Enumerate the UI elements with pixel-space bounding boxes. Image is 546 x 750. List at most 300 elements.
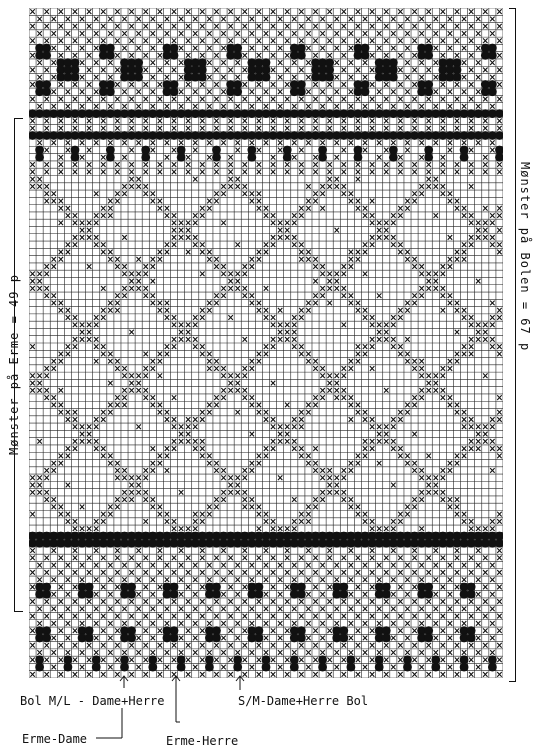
cross-stitch bbox=[335, 279, 339, 284]
filled-stitch bbox=[85, 634, 94, 643]
cross-stitch bbox=[80, 505, 84, 510]
cross-stitch bbox=[172, 657, 176, 662]
cross-stitch bbox=[165, 213, 169, 218]
cross-stitch bbox=[158, 38, 162, 43]
cross-stitch bbox=[235, 606, 239, 611]
cross-stitch bbox=[434, 89, 438, 94]
cross-stitch bbox=[193, 148, 197, 153]
cross-stitch bbox=[313, 672, 317, 677]
cross-stitch bbox=[497, 599, 501, 604]
cross-stitch bbox=[250, 17, 254, 22]
cross-stitch bbox=[87, 555, 91, 560]
cross-stitch bbox=[108, 592, 112, 597]
cross-stitch bbox=[469, 352, 473, 357]
cross-stitch bbox=[264, 563, 268, 568]
cross-stitch bbox=[193, 424, 197, 429]
cross-stitch bbox=[271, 220, 275, 225]
cross-stitch bbox=[44, 657, 48, 662]
cross-stitch bbox=[115, 191, 119, 196]
cross-stitch bbox=[285, 424, 289, 429]
cross-stitch bbox=[257, 308, 261, 313]
cross-stitch bbox=[285, 657, 289, 662]
cross-stitch bbox=[207, 301, 211, 306]
cross-stitch bbox=[108, 563, 112, 568]
cross-stitch bbox=[476, 446, 480, 451]
filled-stitch bbox=[212, 634, 221, 643]
cross-stitch bbox=[490, 213, 494, 218]
cross-stitch bbox=[228, 68, 232, 73]
cross-stitch bbox=[384, 330, 388, 335]
cross-stitch bbox=[391, 46, 395, 51]
cross-stitch bbox=[228, 585, 232, 590]
cross-stitch bbox=[243, 38, 247, 43]
cross-stitch bbox=[335, 177, 339, 182]
cross-stitch bbox=[200, 213, 204, 218]
cross-stitch bbox=[299, 454, 303, 459]
cross-stitch bbox=[129, 555, 133, 560]
cross-stitch bbox=[129, 279, 133, 284]
cross-stitch bbox=[313, 170, 317, 175]
cross-stitch bbox=[292, 606, 296, 611]
cross-stitch bbox=[462, 206, 466, 211]
cross-stitch bbox=[87, 235, 91, 240]
cross-stitch bbox=[490, 650, 494, 655]
cross-stitch bbox=[80, 432, 84, 437]
cross-stitch bbox=[44, 24, 48, 29]
cross-stitch bbox=[87, 614, 91, 619]
cross-stitch bbox=[391, 417, 395, 422]
cross-stitch bbox=[94, 636, 98, 641]
cross-stitch bbox=[59, 403, 63, 408]
cross-stitch bbox=[391, 31, 395, 36]
cross-stitch bbox=[384, 424, 388, 429]
cross-stitch bbox=[151, 75, 155, 80]
cross-stitch bbox=[271, 672, 275, 677]
cross-stitch bbox=[66, 417, 70, 422]
cross-stitch bbox=[122, 271, 126, 276]
cross-stitch bbox=[37, 388, 41, 393]
cross-stitch bbox=[327, 53, 331, 58]
cross-stitch bbox=[66, 17, 70, 22]
cross-stitch bbox=[200, 439, 204, 444]
cross-stitch bbox=[405, 337, 409, 342]
cross-stitch bbox=[412, 403, 416, 408]
cross-stitch bbox=[313, 38, 317, 43]
cross-stitch bbox=[122, 563, 126, 568]
cross-stitch bbox=[441, 388, 445, 393]
cross-stitch bbox=[342, 184, 346, 189]
filled-stitch bbox=[205, 663, 214, 672]
cross-stitch bbox=[108, 206, 112, 211]
cross-stitch bbox=[94, 650, 98, 655]
cross-stitch bbox=[221, 395, 225, 400]
cross-stitch bbox=[207, 512, 211, 517]
cross-stitch bbox=[66, 250, 70, 255]
cross-stitch bbox=[73, 570, 77, 575]
cross-stitch bbox=[37, 650, 41, 655]
cross-stitch bbox=[292, 497, 296, 502]
cross-stitch bbox=[221, 577, 225, 582]
cross-stitch bbox=[122, 366, 126, 371]
cross-stitch bbox=[476, 75, 480, 80]
cross-stitch bbox=[264, 548, 268, 553]
cross-stitch bbox=[349, 548, 353, 553]
cross-stitch bbox=[186, 9, 190, 14]
cross-stitch bbox=[426, 24, 430, 29]
cross-stitch bbox=[115, 585, 119, 590]
cross-stitch bbox=[228, 599, 232, 604]
cross-stitch bbox=[384, 97, 388, 102]
cross-stitch bbox=[66, 636, 70, 641]
cross-stitch bbox=[370, 170, 374, 175]
cross-stitch bbox=[370, 657, 374, 662]
cross-stitch bbox=[469, 242, 473, 247]
cross-stitch bbox=[271, 155, 275, 160]
cross-stitch bbox=[221, 548, 225, 553]
cross-stitch bbox=[285, 235, 289, 240]
cross-stitch bbox=[370, 97, 374, 102]
cross-stitch bbox=[384, 388, 388, 393]
cross-stitch bbox=[243, 366, 247, 371]
cross-stitch bbox=[136, 286, 140, 291]
cross-stitch bbox=[419, 388, 423, 393]
cross-stitch bbox=[37, 381, 41, 386]
cross-stitch bbox=[115, 628, 119, 633]
cross-stitch bbox=[335, 373, 339, 378]
cross-stitch bbox=[158, 585, 162, 590]
cross-stitch bbox=[377, 439, 381, 444]
cross-stitch bbox=[30, 119, 34, 124]
cross-stitch bbox=[193, 577, 197, 582]
cross-stitch bbox=[172, 119, 176, 124]
cross-stitch bbox=[349, 359, 353, 364]
cross-stitch bbox=[271, 628, 275, 633]
cross-stitch bbox=[165, 563, 169, 568]
cross-stitch bbox=[158, 170, 162, 175]
cross-stitch bbox=[101, 454, 105, 459]
cross-stitch bbox=[257, 657, 261, 662]
filled-stitch bbox=[106, 87, 115, 96]
cross-stitch bbox=[200, 446, 204, 451]
cross-stitch bbox=[356, 177, 360, 182]
cross-stitch bbox=[363, 344, 367, 349]
cross-stitch bbox=[469, 657, 473, 662]
cross-stitch bbox=[59, 199, 63, 204]
cross-stitch bbox=[73, 344, 77, 349]
cross-stitch bbox=[349, 650, 353, 655]
cross-stitch bbox=[115, 257, 119, 262]
cross-stitch bbox=[115, 570, 119, 575]
cross-stitch bbox=[59, 38, 63, 43]
cross-stitch bbox=[66, 89, 70, 94]
cross-stitch bbox=[158, 301, 162, 306]
filled-stitch bbox=[255, 590, 264, 599]
cross-stitch bbox=[448, 403, 452, 408]
cross-stitch bbox=[335, 60, 339, 65]
cross-stitch bbox=[434, 104, 438, 109]
cross-stitch bbox=[37, 577, 41, 582]
cross-stitch bbox=[207, 454, 211, 459]
cross-stitch bbox=[469, 526, 473, 531]
filled-stitch bbox=[255, 634, 264, 643]
cross-stitch bbox=[363, 606, 367, 611]
cross-stitch bbox=[285, 228, 289, 233]
cross-stitch bbox=[313, 446, 317, 451]
cross-stitch bbox=[370, 38, 374, 43]
cross-stitch bbox=[490, 17, 494, 22]
cross-stitch bbox=[66, 446, 70, 451]
cross-stitch bbox=[426, 9, 430, 14]
cross-stitch bbox=[151, 359, 155, 364]
cross-stitch bbox=[94, 31, 98, 36]
cross-stitch bbox=[94, 424, 98, 429]
cross-stitch bbox=[490, 592, 494, 597]
cross-stitch bbox=[221, 621, 225, 626]
cross-stitch bbox=[490, 60, 494, 65]
cross-stitch bbox=[278, 650, 282, 655]
cross-stitch bbox=[462, 563, 466, 568]
cross-stitch bbox=[299, 643, 303, 648]
cross-stitch bbox=[370, 599, 374, 604]
cross-stitch bbox=[73, 548, 77, 553]
cross-stitch bbox=[398, 585, 402, 590]
cross-stitch bbox=[320, 104, 324, 109]
cross-stitch bbox=[434, 636, 438, 641]
label-bol-ml: Bol M/L - Dame+Herre bbox=[20, 694, 165, 708]
cross-stitch bbox=[193, 636, 197, 641]
cross-stitch bbox=[455, 126, 459, 131]
cross-stitch bbox=[448, 366, 452, 371]
cross-stitch bbox=[356, 162, 360, 167]
cross-stitch bbox=[80, 31, 84, 36]
cross-stitch bbox=[30, 126, 34, 131]
cross-stitch bbox=[426, 68, 430, 73]
cross-stitch bbox=[193, 606, 197, 611]
cross-stitch bbox=[73, 170, 77, 175]
cross-stitch bbox=[292, 17, 296, 22]
cross-stitch bbox=[448, 293, 452, 298]
cross-stitch bbox=[441, 184, 445, 189]
cross-stitch bbox=[172, 446, 176, 451]
cross-stitch bbox=[320, 31, 324, 36]
cross-stitch bbox=[313, 97, 317, 102]
cross-stitch bbox=[327, 628, 331, 633]
cross-stitch bbox=[426, 38, 430, 43]
cross-stitch bbox=[214, 119, 218, 124]
cross-stitch bbox=[228, 279, 232, 284]
cross-stitch bbox=[264, 242, 268, 247]
cross-stitch bbox=[349, 75, 353, 80]
cross-stitch bbox=[497, 126, 501, 131]
cross-stitch bbox=[363, 250, 367, 255]
cross-stitch bbox=[469, 643, 473, 648]
cross-stitch bbox=[172, 439, 176, 444]
cross-stitch bbox=[165, 606, 169, 611]
cross-stitch bbox=[370, 126, 374, 131]
cross-stitch bbox=[278, 592, 282, 597]
cross-stitch bbox=[44, 570, 48, 575]
cross-stitch bbox=[370, 643, 374, 648]
cross-stitch bbox=[52, 461, 56, 466]
cross-stitch bbox=[285, 24, 289, 29]
cross-stitch bbox=[165, 446, 169, 451]
cross-stitch bbox=[391, 140, 395, 145]
cross-stitch bbox=[59, 512, 63, 517]
cross-stitch bbox=[243, 24, 247, 29]
cross-stitch bbox=[115, 126, 119, 131]
cross-stitch bbox=[335, 155, 339, 160]
cross-stitch bbox=[419, 271, 423, 276]
cross-stitch bbox=[349, 592, 353, 597]
cross-stitch bbox=[115, 301, 119, 306]
cross-stitch bbox=[327, 570, 331, 575]
cross-stitch bbox=[441, 555, 445, 560]
cross-stitch bbox=[30, 184, 34, 189]
cross-stitch bbox=[151, 17, 155, 22]
cross-stitch bbox=[356, 628, 360, 633]
cross-stitch bbox=[448, 505, 452, 510]
cross-stitch bbox=[335, 388, 339, 393]
cross-stitch bbox=[469, 344, 473, 349]
cross-stitch bbox=[143, 271, 147, 276]
cross-stitch bbox=[101, 170, 105, 175]
cross-stitch bbox=[228, 155, 232, 160]
cross-stitch bbox=[349, 606, 353, 611]
cross-stitch bbox=[30, 657, 34, 662]
cross-stitch bbox=[257, 191, 261, 196]
filled-stitch bbox=[467, 590, 476, 599]
cross-stitch bbox=[73, 614, 77, 619]
cross-stitch bbox=[151, 140, 155, 145]
cross-stitch bbox=[398, 410, 402, 415]
cross-stitch bbox=[200, 170, 204, 175]
cross-stitch bbox=[122, 293, 126, 298]
cross-stitch bbox=[434, 271, 438, 276]
cross-stitch bbox=[172, 395, 176, 400]
cross-stitch bbox=[384, 9, 388, 14]
cross-stitch bbox=[250, 432, 254, 437]
cross-stitch bbox=[44, 38, 48, 43]
cross-stitch bbox=[377, 220, 381, 225]
cross-stitch bbox=[207, 155, 211, 160]
cross-stitch bbox=[455, 119, 459, 124]
cross-stitch bbox=[434, 388, 438, 393]
cross-stitch bbox=[151, 104, 155, 109]
cross-stitch bbox=[306, 403, 310, 408]
cross-stitch bbox=[115, 599, 119, 604]
cross-stitch bbox=[490, 315, 494, 320]
cross-stitch bbox=[271, 9, 275, 14]
cross-stitch bbox=[419, 395, 423, 400]
cross-stitch bbox=[221, 388, 225, 393]
cross-stitch bbox=[122, 89, 126, 94]
cross-stitch bbox=[59, 250, 63, 255]
cross-stitch bbox=[66, 621, 70, 626]
cross-stitch bbox=[37, 17, 41, 22]
cross-stitch bbox=[30, 177, 34, 182]
cross-stitch bbox=[363, 242, 367, 247]
cross-stitch bbox=[243, 337, 247, 342]
cross-stitch bbox=[115, 119, 119, 124]
cross-stitch bbox=[59, 388, 63, 393]
cross-stitch bbox=[235, 242, 239, 247]
cross-stitch bbox=[172, 9, 176, 14]
cross-stitch bbox=[327, 301, 331, 306]
cross-stitch bbox=[335, 271, 339, 276]
cross-stitch bbox=[405, 621, 409, 626]
cross-stitch bbox=[320, 140, 324, 145]
cross-stitch bbox=[490, 621, 494, 626]
cross-stitch bbox=[207, 17, 211, 22]
cross-stitch bbox=[370, 424, 374, 429]
cross-stitch bbox=[165, 301, 169, 306]
cross-stitch bbox=[490, 519, 494, 524]
cross-stitch bbox=[299, 352, 303, 357]
cross-stitch bbox=[412, 9, 416, 14]
cross-stitch bbox=[483, 162, 487, 167]
cross-stitch bbox=[143, 352, 147, 357]
cross-stitch bbox=[151, 366, 155, 371]
cross-stitch bbox=[441, 570, 445, 575]
cross-stitch bbox=[108, 352, 112, 357]
cross-stitch bbox=[257, 38, 261, 43]
cross-stitch bbox=[243, 184, 247, 189]
cross-stitch bbox=[136, 46, 140, 51]
cross-stitch bbox=[285, 322, 289, 327]
cross-stitch bbox=[299, 119, 303, 124]
cross-stitch bbox=[122, 140, 126, 145]
filled-stitch bbox=[212, 153, 221, 162]
cross-stitch bbox=[52, 257, 56, 262]
cross-stitch bbox=[221, 46, 225, 51]
cross-stitch bbox=[257, 53, 261, 58]
cross-stitch bbox=[384, 170, 388, 175]
cross-stitch bbox=[151, 606, 155, 611]
cross-stitch bbox=[419, 497, 423, 502]
cross-stitch bbox=[94, 213, 98, 218]
cross-stitch bbox=[356, 505, 360, 510]
cross-stitch bbox=[285, 548, 289, 553]
cross-stitch bbox=[455, 512, 459, 517]
cross-stitch bbox=[73, 213, 77, 218]
cross-stitch bbox=[483, 68, 487, 73]
cross-stitch bbox=[94, 548, 98, 553]
cross-stitch bbox=[483, 126, 487, 131]
cross-stitch bbox=[306, 636, 310, 641]
cross-stitch bbox=[221, 264, 225, 269]
cross-stitch bbox=[186, 97, 190, 102]
cross-stitch bbox=[370, 242, 374, 247]
cross-stitch bbox=[264, 46, 268, 51]
filled-stitch bbox=[318, 153, 327, 162]
cross-stitch bbox=[441, 475, 445, 480]
cross-stitch bbox=[235, 636, 239, 641]
cross-stitch bbox=[108, 359, 112, 364]
cross-stitch bbox=[158, 570, 162, 575]
cross-stitch bbox=[462, 60, 466, 65]
cross-stitch bbox=[52, 395, 56, 400]
cross-stitch bbox=[200, 271, 204, 276]
cross-stitch bbox=[250, 366, 254, 371]
cross-stitch bbox=[136, 650, 140, 655]
cross-stitch bbox=[243, 599, 247, 604]
cross-stitch bbox=[384, 672, 388, 677]
cross-stitch bbox=[306, 461, 310, 466]
cross-stitch bbox=[250, 359, 254, 364]
cross-stitch bbox=[66, 592, 70, 597]
cross-stitch bbox=[426, 570, 430, 575]
cross-stitch bbox=[136, 184, 140, 189]
